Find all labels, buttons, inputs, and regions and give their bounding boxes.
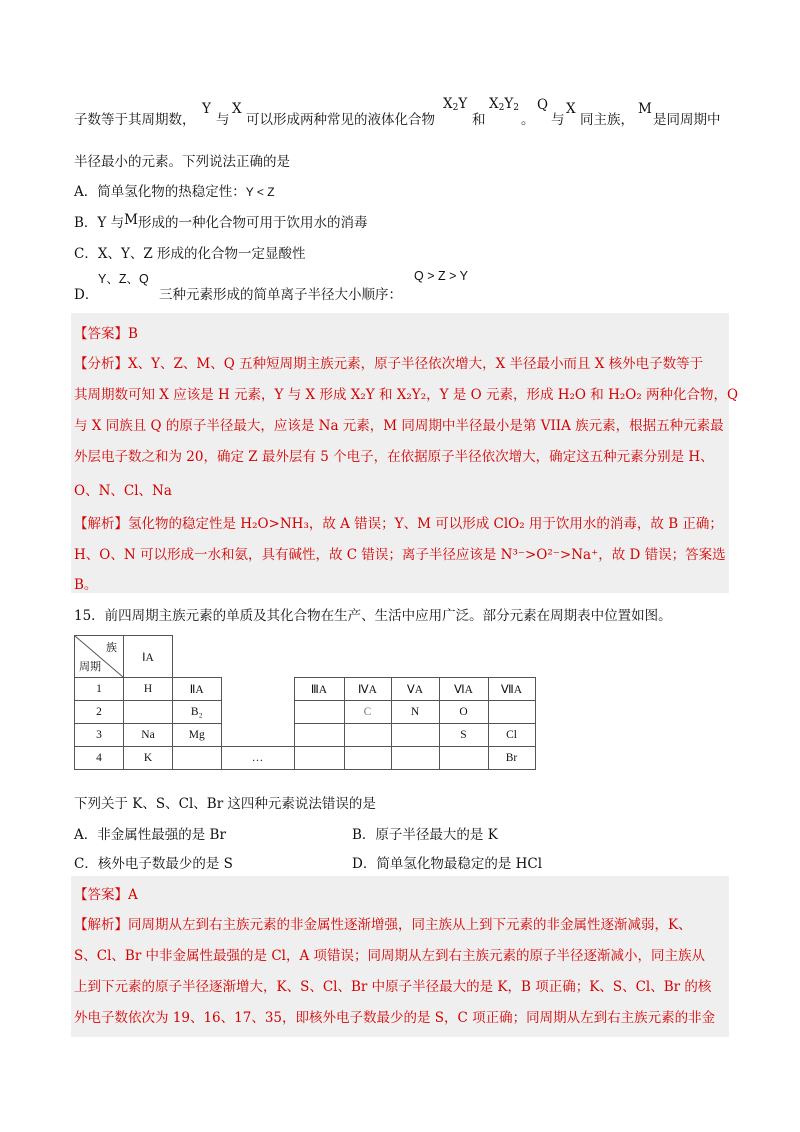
table-row: 2 B₂ C N O <box>75 701 536 724</box>
q14-option-d-formula: Q > Z > Y <box>414 269 468 283</box>
table-row: 1 H ⅡA ⅢA ⅣA ⅤA ⅥA ⅦA <box>75 678 536 701</box>
q15-prompt: 下列关于 K、S、Cl、Br 这四种元素说法错误的是 <box>74 796 376 812</box>
answer14-explain-1: 【解析】氢化物的稳定性是 H₂O>NH₃，故 A 错误；Y、M 可以形成 ClO₂ 用于饮用水的消毒，故 B 正确； <box>74 516 723 532</box>
answer14-explain-2: H、O、N 可以形成一水和氨，具有碱性，故 C 错误；离子半径应该是 N³⁻>O²⁻>Na⁺，故 D 错误；答案选 <box>74 547 726 563</box>
q14-symbol-m: M <box>638 101 652 117</box>
q14-option-d-text: 三种元素形成的简单离子半径大小顺序： <box>159 287 402 303</box>
q14-line1-h: 是同周期中 <box>653 112 721 128</box>
q14-symbol-y: Y <box>202 101 211 117</box>
q14-compound-x2y: $X_2Y$ <box>443 96 468 113</box>
answer14-analysis-5: O、N、Cl、Na <box>74 483 172 499</box>
header-zu: 族 <box>106 642 117 654</box>
q14-symbol-x: X <box>232 101 242 117</box>
q15-stem: 15．前四周期主族元素的单质及其化合物在生产、生活中应用广泛。部分元素在周期表中位置如图。 <box>74 608 672 624</box>
answer15-explain-2: S、Cl、Br 中非金属性最强的是 Cl，A 项错误；同周期从左到右主族元素的原子半径逐渐减小，同主族从 <box>74 948 706 964</box>
q14-line1-g: 同主族， <box>580 112 634 128</box>
answer15-answer: 【答案】A <box>74 887 138 903</box>
table-row: 3 Na Mg S Cl <box>75 724 536 747</box>
q14-option-c: C．X、Y、Z 形成的化合物一定显酸性 <box>74 246 306 262</box>
answer14-analysis-4: 外层电子数之和为 20，确定 Z 最外层有 5 个电子，在依据原子半径依次增大，确定这五种元素分别是 H、 <box>74 449 714 465</box>
answer14-analysis-2: 其周期数可知 X 应该是 H 元素，Y 与 X 形成 X₂Y 和 X₂Y₂，Y 是 O 元素，形成 H₂O 和 H₂O₂ 两种化合物，Q <box>74 387 739 403</box>
q14-option-d-elements: Y、Z、Q <box>98 272 149 286</box>
periodic-table <box>74 635 536 770</box>
answer14-analysis-3: 与 X 同族且 Q 的原子半径最大，应该是 Na 元素，M 同周期中半径最小是第 VIIA 族元素，根据五种元素最 <box>74 418 724 434</box>
answer14-explain-3: B。 <box>74 577 98 593</box>
header-zhouqi: 周期 <box>79 661 101 673</box>
answer15-explain-4: 外电子数依次为 19、16、17、35，即核外电子数最少的是 S，C 项正确；同周期从左到右主族元素的非金 <box>74 1010 716 1026</box>
q14-line1-b: 与 <box>216 112 230 128</box>
q14-compound-x2y2: $X_2Y_2$ <box>489 96 520 113</box>
q14-option-a: A．简单氢化物的热稳定性：Y < Z <box>74 184 275 200</box>
q14-line1-c: 可以形成两种常见的液体化合物 <box>246 112 435 128</box>
table-header-cell <box>75 636 124 678</box>
q15-option-a: A．非金属性最强的是 Br <box>74 827 226 843</box>
q14-line2: 半径最小的元素。下列说法正确的是 <box>74 154 290 170</box>
q14-option-b: B．Y 与M形成的一种化合物可用于饮用水的消毒 <box>74 212 368 231</box>
q15-option-c: C．核外电子数最少的是 S <box>74 856 233 872</box>
answer15-explain-3: 上到下元素的原子半径逐渐增大，K、S、Cl、Br 中原子半径最大的是 K，B 项正确；K、S、Cl、Br 的核 <box>74 979 712 995</box>
answer14-analysis-1: 【分析】X、Y、Z、M、Q 五种短周期主族元素，原子半径依次增大，X 半径最小而且 X 核外电子数等于 <box>74 356 704 372</box>
q15-option-b: B．原子半径最大的是 K <box>352 827 498 843</box>
q15-option-d: D．简单氢化物最稳定的是 HCl <box>352 856 543 872</box>
q14-symbol-x2: X <box>566 101 576 117</box>
q14-line1-d: 和 <box>472 112 486 128</box>
q14-line1-e: 。 <box>521 112 535 128</box>
q14-symbol-q: Q <box>537 97 549 113</box>
q14-line1-f: 与 <box>551 112 565 128</box>
answer15-explain-1: 【解析】同周期从左到右主族元素的非金属性逐渐增强，同主族从上到下元素的非金属性逐渐减弱，K、 <box>74 917 692 933</box>
table-row: 4 K … Br <box>75 747 536 770</box>
q14-line1-a: 子数等于其周期数， <box>74 112 196 128</box>
answer14-answer: 【答案】B <box>74 326 138 342</box>
header-group-ia: ⅠA <box>124 636 173 678</box>
